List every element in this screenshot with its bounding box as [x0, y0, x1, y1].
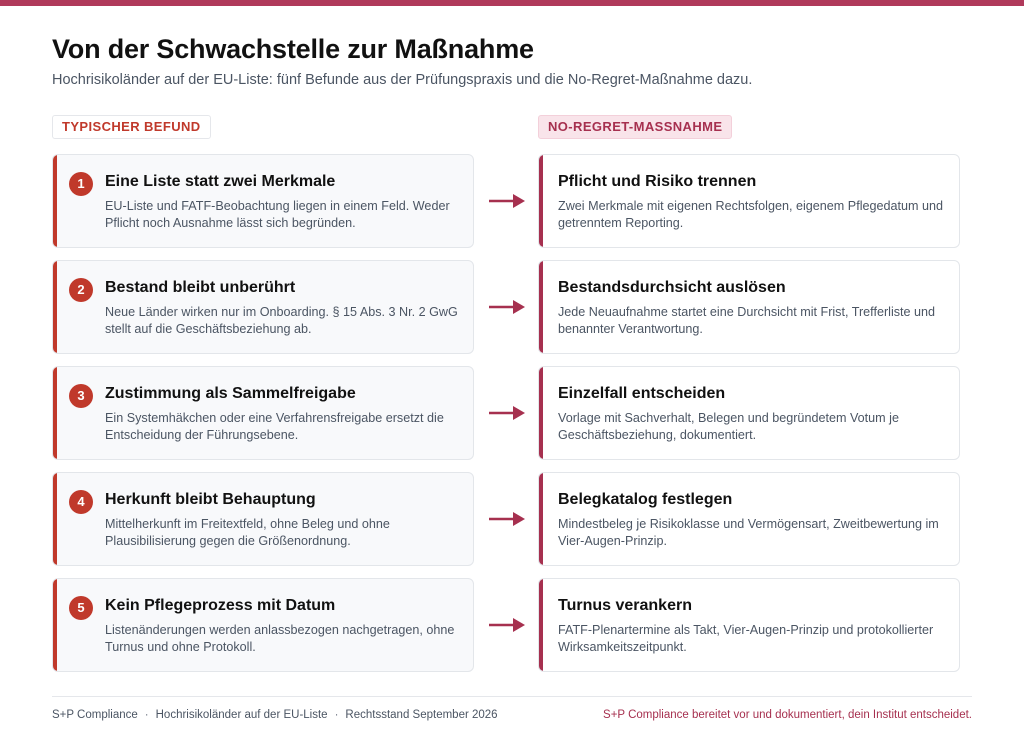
column-label-finding: TYPISCHER BEFUND	[52, 115, 211, 139]
footer-tagline: S+P Compliance bereitet vor und dokumentiert, dein Institut entscheidet.	[603, 709, 972, 721]
finding-number-badge: 3	[69, 384, 93, 408]
column-label-measure: NO-REGRET-MASSNAHME	[538, 115, 732, 139]
measure-card	[538, 260, 960, 354]
page-subtitle: Hochrisikoländer auf der EU-Liste: fünf Befunde aus der Prüfungspraxis und die No-Regret-Maßnahme dazu.	[52, 72, 753, 88]
page-title: Von der Schwachstelle zur Maßnahme	[52, 34, 534, 64]
top-accent-bar	[0, 0, 1024, 6]
finding-text: Neue Länder wirken nur im Onboarding. § 15 Abs. 3 Nr. 2 GwG stellt auf die Geschäftsbeziehung ab.	[105, 305, 458, 336]
finding-title: Zustimmung als Sammelfreigabe	[105, 385, 356, 402]
measure-text: Jede Neuaufnahme startet eine Durchsicht mit Frist, Trefferliste und benannter Verantwortung.	[558, 305, 936, 336]
finding-number-badge: 1	[69, 172, 93, 196]
row-3	[52, 366, 960, 460]
arrow-right-icon	[487, 403, 527, 423]
footer-status: Rechtsstand September 2026	[345, 709, 498, 721]
measure-title: Belegkatalog festlegen	[558, 491, 733, 508]
footer-separator: ·	[144, 709, 149, 721]
finding-text: Ein Systemhäkchen oder eine Verfahrensfreigabe ersetzt die Entscheidung der Führungsebene.	[105, 411, 444, 442]
measure-card	[538, 578, 960, 672]
arrow-right-icon	[487, 297, 527, 317]
measure-title: Turnus verankern	[558, 597, 692, 614]
finding-title: Kein Pflegeprozess mit Datum	[105, 597, 336, 614]
footer-brand: S+P Compliance	[52, 709, 138, 721]
measure-title: Bestandsdurchsicht auslösen	[558, 279, 786, 296]
finding-text: Mittelherkunft im Freitextfeld, ohne Beleg und ohne Plausibilisierung gegen die Größenordnung.	[105, 517, 390, 548]
row-1	[52, 154, 960, 248]
footer-separator: ·	[334, 709, 339, 721]
arrow-right-icon	[487, 509, 527, 529]
measure-text: FATF-Plenartermine als Takt, Vier-Augen-Prinzip und protokollierter Wirksamkeitszeitpunkt.	[558, 623, 934, 654]
finding-title: Eine Liste statt zwei Merkmale	[105, 173, 336, 190]
measure-text: Vorlage mit Sachverhalt, Belegen und begründetem Votum je Geschäftsbeziehung, dokumentiert.	[558, 411, 899, 442]
row-4	[52, 472, 960, 566]
finding-title: Herkunft bleibt Behauptung	[105, 491, 316, 508]
measure-text: Zwei Merkmale mit eigenen Rechtsfolgen, eigenem Pflegedatum und getrenntem Reporting.	[558, 199, 944, 230]
finding-card	[52, 260, 474, 354]
footer-topic: Hochrisikoländer auf der EU-Liste	[155, 709, 328, 721]
finding-card	[52, 578, 474, 672]
finding-title: Bestand bleibt unberührt	[105, 279, 296, 296]
finding-number-badge: 4	[69, 490, 93, 514]
measure-card	[538, 366, 960, 460]
finding-card	[52, 472, 474, 566]
finding-card	[52, 366, 474, 460]
finding-card	[52, 154, 474, 248]
row-5	[52, 578, 960, 672]
finding-text: EU-Liste und FATF-Beobachtung liegen in einem Feld. Weder Pflicht noch Ausnahme lässt sich begründen.	[105, 199, 450, 230]
measure-title: Einzelfall entscheiden	[558, 385, 726, 402]
measure-text: Mindestbeleg je Risikoklasse und Vermögensart, Zweitbewertung im Vier-Augen-Prinzip.	[558, 517, 939, 548]
finding-text: Listenänderungen werden anlassbezogen nachgetragen, ohne Turnus und ohne Protokoll.	[105, 623, 455, 654]
finding-number-badge: 2	[69, 278, 93, 302]
arrow-right-icon	[487, 191, 527, 211]
measure-card	[538, 472, 960, 566]
measure-card	[538, 154, 960, 248]
footer-divider	[52, 696, 972, 697]
arrow-right-icon	[487, 615, 527, 635]
footer-meta	[52, 709, 498, 721]
measure-title: Pflicht und Risiko trennen	[558, 173, 757, 190]
row-2	[52, 260, 960, 354]
finding-number-badge: 5	[69, 596, 93, 620]
